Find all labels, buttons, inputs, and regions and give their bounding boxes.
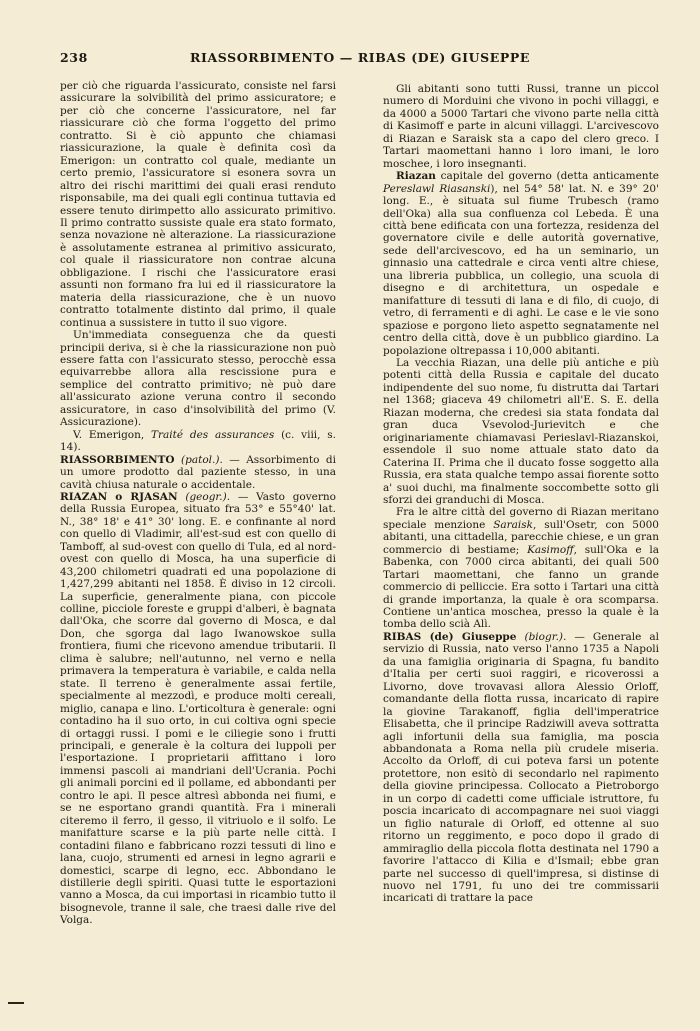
citation-author: V. Emerigon,	[73, 428, 145, 441]
margin-mark	[8, 1002, 24, 1004]
paragraph-text: ), nel 54° 58' lat. N. e 39° 20' long. E., è situata sul fiume Trubesch (ramo dell'Oka) alla sua confluenza col Lebeda. È una città bene edificata con una fortezza, residenza del governatore civile e delle autorità governative, sede dell'arcivescovo, ed ha un seminario, un ginnasio una cattedrale e circa venti altre chiese, una libreria pubblica, un collegio, una scuola di disegno e di architettura, un ospedale e manifatture di tessuti di lana e di filo, di cuojo, di vetro, di ferramenti e di aghi. Le case e le vie sono spaziose e porgono lieto aspetto segnatamente nel centro della città, dove è un pubblico giardino. La popolazione oltrepassa i 10,000 abitanti.	[383, 182, 659, 357]
paragraph: per ciò che riguarda l'assicurato, consiste nel farsi assicurare la solvibilità del primo assicuratore; e per ciò che concerne l'assicuratore, nel far riassicurare ciò che forma l'oggetto del primo contratto. Si è ciò appunto che chiamasi riassicurazione, la quale è definita così da Emerigon: un contratto col quale, mediante un certo premio, l'assicuratore si esonera sovra un altro dei rischi marittimi dei quali erasi renduto risponsabile, ma dei quali egli continua tuttavia ed essere tenuto dirimpetto allo assicurato primitivo. Il primo contratto sussiste quale era stato formato, senza novazione nè alterazione. La riassicurazione è assolutamente estranea al primitivo assicurato, col quale il riassicuratore non contrae alcuna obbligazione. I rischi che l'assicuratore erasi assunti non formano fra lui ed il riassicuratore la materia della riassicurazione, che è un nuovo contratto totalmente distinto dal primo, il quale continua a sussistere in tutto il suo vigore.	[60, 80, 336, 329]
right-column	[383, 83, 659, 905]
page-number: 238	[60, 50, 88, 65]
old-name: Pereslawl Riasanski	[383, 182, 491, 195]
entry-headword: RIASSORBIMENTO	[60, 453, 175, 466]
entry-riazan	[60, 491, 336, 927]
entry-category: (geogr.).	[185, 490, 231, 503]
entry-riassorbimento	[60, 454, 336, 491]
entry-headword: RIBAS (de) Giuseppe	[383, 630, 517, 643]
page-header	[60, 50, 660, 70]
running-title: RIASSORBIMENTO — RIBAS (DE) GIUSEPPE	[190, 50, 530, 65]
town-name: Saraisk	[493, 518, 534, 531]
paragraph-text: capitale del governo (detta anticamente	[440, 170, 660, 183]
citation	[60, 429, 336, 454]
entry-category: (patol.).	[181, 453, 223, 466]
entry-category: (biogr.).	[524, 630, 567, 643]
citation-location: (c. viii, s. 14).	[60, 428, 336, 454]
paragraph: La vecchia Riazan, una delle più antiche e più potenti città della Russia e capitale del ducato indipendente del suo nome, fu distrutta dai Tartari nel 1368; giaceva 49 chilometri all'E. S. E. della Riazan moderna, che credesi sia stata fondata dal gran duca Vsevolod-Jurievitch e che originariamente chiamavasi Perieslavl-Riazanskoi, essendole il suo nome attuale stato dato da Caterina II. Prima che il ducato fosse soggetto alla Russia, era stata qualche tempo assai fiorente sotto a' suoi duchi, ma finalmente soccombette sotto gli sforzi dei granduchi di Mosca.	[383, 356, 659, 506]
paragraph-riazan-city	[383, 170, 659, 357]
entry-text: — Vasto governo della Russia Europea, situato fra 53° e 55°40' lat. N., 38° 18' e 41° 30' long. E. e confinante al nord con quello di Vladimir, all'est-sud est con quello di Tamboff, al sud-ovest con quello di Tula, ed al nord-ovest con quello di Mosca, ha una superficie di 43,200 chilometri quadrati ed una popolazione di 1,427,299 abitanti nel 1858. È diviso in 12 circoli. La superficie, generalmente piana, con piccole colline, picciole foreste e gruppi d'alberi, è bagnata dall'Oka, che scorre dal governo di Mosca, e dal Don, che sgorga dal lago Iwanowskoe sulla frontiera, fiumi che ricevono amendue tributarii. Il clima è salubre; nell'autunno, nel verno e nella primavera la temperatura è variabile, e calda nella state. Il terreno è generalmente assai fertile, specialmente al mezzodì, e produce molti cereali, miglio, canapa e lino. L'orticoltura è generale: ogni contadino ha il suo orto, in cui coltiva ogni specie di ortaggi russi. I pomi e le ciliegie sono i frutti principali, e generale è la coltura dei luppoli per l'esportazione. I proprietarii affittano i loro immensi pascoli ai mandriani dell'Ucrania. Pochi gli animali porcini ed il pollame, ed abbondanti per contro le api. Il pesce altresì abbonda nei fiumi, e se ne esportano grandi quantità. Fra i minerali citeremo il ferro, il gesso, il vitriuolo e il solfo. Le manifatture scarse e la più parte nelle città. I contadini filano e fabbricano rozzi tessuti di lino e lana, cuojo, strumenti ed arnesi in legno agrarii e domestici, scarpe di legno, ecc. Abbondano le distillerie degli spiriti. Quasi tutte le esportazioni vanno a Mosca, da cui importasi in ricambio tutto il bisognevole, tranne il sale, che traesi dalle rive del Volga.	[60, 490, 336, 927]
entry-headword: RIAZAN o RJASAN	[60, 490, 178, 503]
paragraph-text: Fra le altre città del governo di Riazan meritano speciale menzione	[383, 506, 659, 531]
entry-ribas	[383, 631, 659, 905]
paragraph-text: , sull'Oka e la Babenka, con 7000 circa abitanti, dei quali 500 Tartari maomettani, che fanno un grande commercio di pelliccie. Era sotto i Tartari una città di grande importanza, la quale è ora scomparsa. Contiene un'antica moschea, presso la quale è la tomba dello scià Alì.	[383, 543, 659, 631]
left-column	[60, 80, 336, 927]
entry-text: — Assorbimento di un umore prodotto dal paziente stesso, in una cavità chiusa naturale o accidentale.	[60, 453, 337, 491]
paragraph-text: , sull'Osetr, con 5000 abitanti, una cittadella, parecchie chiese, e un gran commercio di bestiame;	[383, 518, 659, 556]
entry-text: — Generale al servizio di Russia, nato verso l'anno 1735 a Napoli da una famiglia originaria di Spagna, fu bandito d'Italia per certi suoi raggiri, e ricoverossi a Livorno, dove trovavasi allora Alessio Orloff, comandante della flotta russa, incaricato di rapire la giovine Tarakanoff, figlia dell'imperatrice Elisabetta, che il principe Radziwill aveva sottratta agli infortunii della sua famiglia, ma poscia abbandonata a Roma nella più crudele miseria. Accolto da Orloff, di cui poteva farsi un potente protettore, non esitò di secondarlo nel rapimento della giovine principessa. Collocato a Pietroborgo in un corpo di cadetti come ufficiale istruttore, fu poscia incaricato di accompagnare nei suoi viaggi un figlio naturale di Orloff, ed ottenne al suo ritorno un reggimento, e poco dopo il grado di ammiraglio della piccola flotta destinata nel 1790 a favorire l'attacco di Kilia e d'Ismail; ebbe gran parte nel successo di quell'impresa, si distinse di nuovo nel 1791, fu uno dei tre commissarii incaricati di trattare la pace	[383, 630, 659, 905]
paragraph-other-towns	[383, 506, 659, 631]
paragraph: Un'immediata conseguenza che da questi principii deriva, si è che la riassicurazione non può essere fatta con l'assicurato stesso, perocchè essa equivarrebbe allora alla rescissione pura e semplice del contratto primitivo; nè può dare all'assicurato azione veruna contro il secondo assicuratore, in caso d'insolvibilità del primo (V. Assicurazione).	[60, 329, 336, 429]
paragraph: Gli abitanti sono tutti Russi, tranne un piccol numero di Morduini che vivono in pochi villaggi, e da 4000 a 5000 Tartari che vivono parte nella città di Kasimoff e parte in alcuni villaggi. L'arcivescovo di Riazan e Saraisk sta a capo del clero greco. I Tartari maomettani hanno i loro imani, le loro moschee, i loro insegnanti.	[383, 83, 659, 170]
citation-title: Traité des assurances	[151, 428, 275, 441]
place-name: Riazan	[396, 170, 436, 183]
town-name: Kasimoff	[527, 543, 574, 556]
